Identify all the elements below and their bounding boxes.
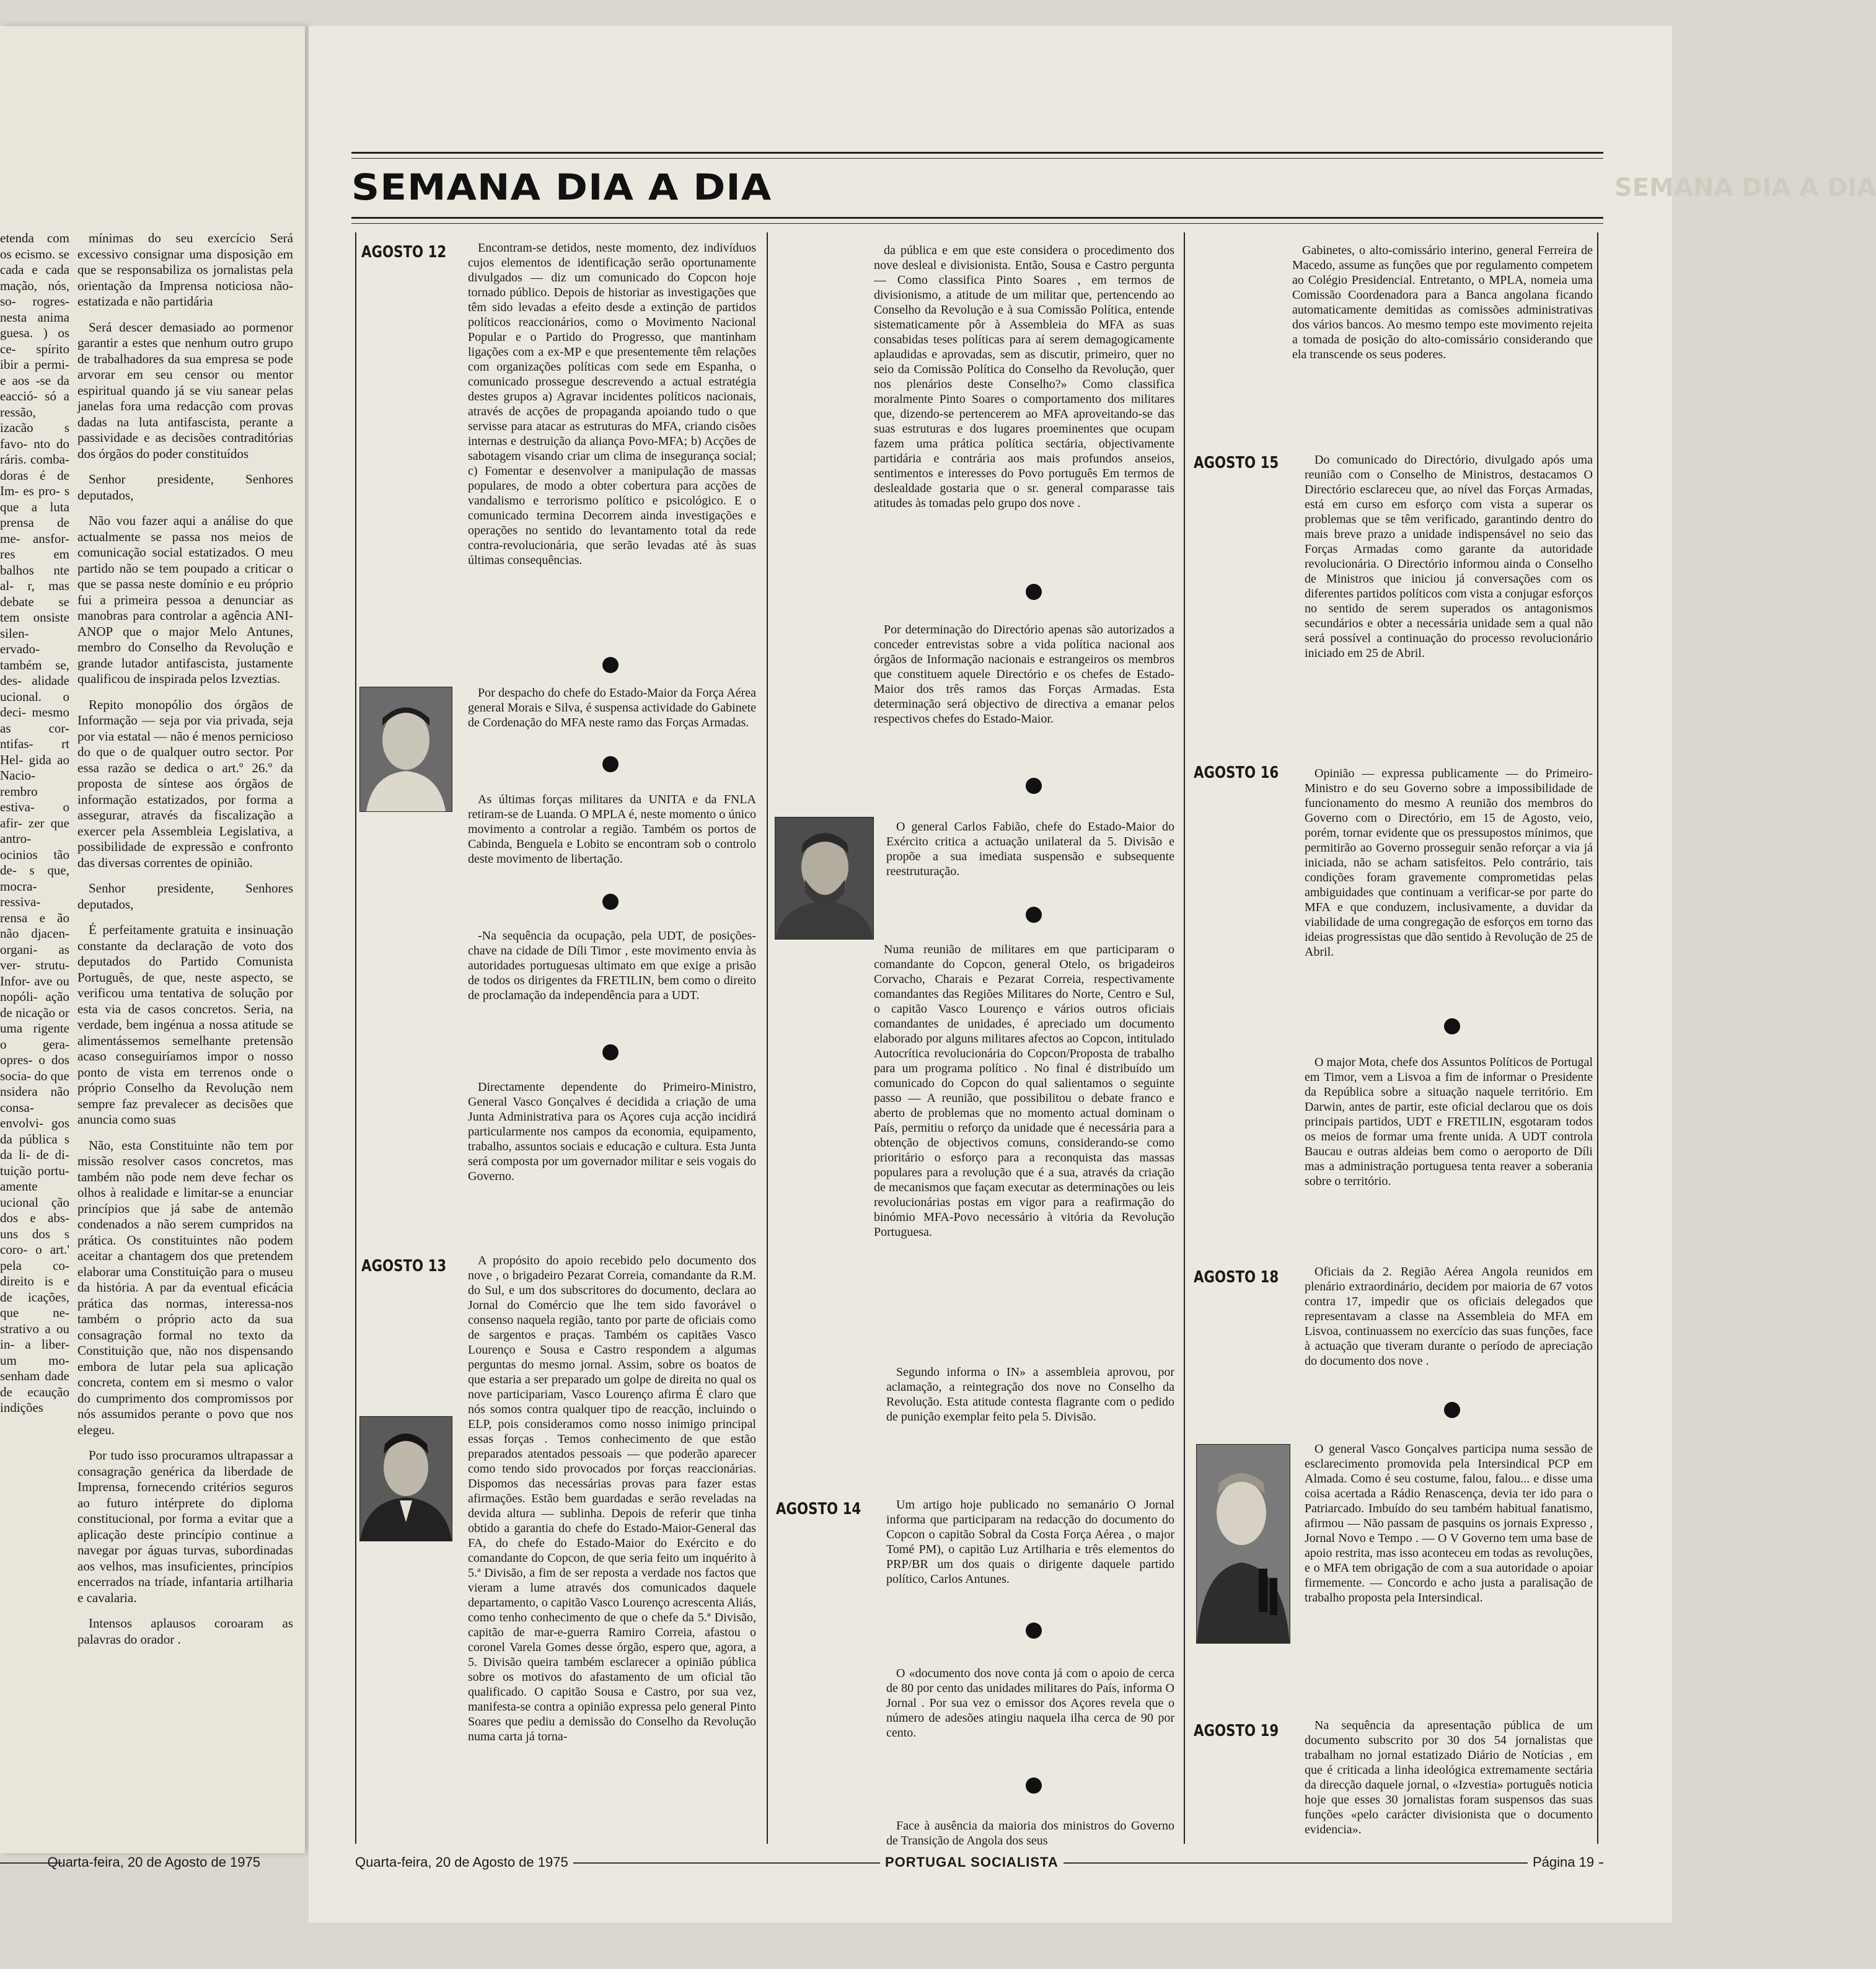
portrait-photo xyxy=(359,687,452,812)
left-speech-column xyxy=(77,231,293,1854)
left-page-footer: Quarta-feira, 20 de Agosto de 1975 xyxy=(0,1854,260,1870)
news-item: O general Carlos Fabião, chefe do Estado-Maior do Exército critica a actuação unilateral da 5. Divisão e propõe a sua imediata suspensão e subsequente reestruturação. xyxy=(886,820,1174,878)
footer-publication: PORTUGAL SOCIALISTA xyxy=(880,1854,1064,1870)
bullet-separator xyxy=(602,756,619,772)
speech-paragraph: Por tudo isso procuramos ultrapassar a consagração genérica da liberdade de Imprensa, fornecendo critérios seguros ao futuro intérprete do diploma constitucional, por forma a evitar que a aplicação deste princípio continue a navegar por águas turvas, subordinadas aos velhos, mas insuficientes, princípios encerrados na tríade, infantaria artilharia e cavalaria. xyxy=(77,1448,293,1605)
left-facing-page xyxy=(0,26,305,1870)
article-item xyxy=(1305,1055,1593,1189)
date-label-agosto-13: AGOSTO 13 xyxy=(361,1257,447,1275)
speech-paragraph: Não, esta Constituinte não tem por missão resolver casos concretos, mas também não pode nem deve fechar os olhos à realidade e limitar-se a enunciar princípios que já sabe de antemão condenados a não serem cumpridos na prática. Os constituintes não podem aceitar a chantagem dos que pretendem elaborar uma Constituição para o museu da história. A par da eventual eficácia prática das normas, interessa-nos também o próprio acto da sua consagração formal no texto da Constituição que, não nos dispensando embora de lutar pela sua aplicação concreta, contem em si mesmo o valor do cumprimento dos compromissos por nós assumidos perante o povo que nos elegeu. xyxy=(77,1137,293,1437)
article-item xyxy=(468,792,756,866)
article-item xyxy=(1305,1442,1593,1605)
left-fragment-column: etenda com os ecismo. se cada e cada mação, nós, so- rogres- nesta anima guesa. ) os ce- spírito ibir a permi- e aos -se da eacció- só a ressão, izacão s favo- nto do ráris. comba- doras é de Im- es pro- s que a luta prensa de me- ansfor- res em balhos nte al- r, mas debate se tem onsiste silen- ervado- também se, des- alidade ucional. o deci- mesmo as cor- ntifas- rt Hel- gida ao Nacio- rembro estiva- o afir- zer que antro- ocinios tão de- s que, mocra- ressiva- rensa e ão não djacen- organi- as ver- strutu- Infor- ave ou nopóli- ação de nicação or uma rigente o gera- opres- o dos socia- do que nsidera não consa- envolvi- gos da pública s da li- de di- tuição portu- amente ucional ção dos e abs- uns dos s coro- o art.' pela co- direito is e de icações, que ne- strativo a ou in- a liber- um mo- senham dade de ecaução indições xyxy=(0,231,69,1415)
speech-paragraph: Repito monopólio dos órgãos de Informação — seja por via privada, seja por via estatal — não é menos pernicioso do que o de qualquer outro sector. Por essa razão se dedica o art.º 26.º da proposta de síntese aos órgãos de informação estatizados, por forma a assegurar, através da fiscalização a exercer pela Assembleia Legislativa, a possibilidade de expressão e confronto das diversas correntes de opinião. xyxy=(77,697,293,870)
article-item xyxy=(468,928,756,1003)
article-agosto-14 xyxy=(886,1497,1174,1587)
article-item xyxy=(886,819,1174,879)
speech-paragraph: Não vou fazer aqui a análise do que actualmente se passa nos meios de comunicação social estatizados. O meu partido não se tem poupado a criticar o que se passa neste domínio e eu próprio fui a primeira pessoa a denunciar as manobras para controlar a agência ANI-ANOP que o major Melo Antunes, membro do Conselho da Revolução e grande lutador antifascista, justamente qualificou de inspirada pelos Izveztias. xyxy=(77,513,293,686)
article-item xyxy=(886,1666,1174,1740)
article-item xyxy=(468,685,756,730)
date-label-agosto-18: AGOSTO 18 xyxy=(1194,1268,1279,1287)
news-item: O «documento dos nove conta já com o apoio de cerca de 80 por cento das unidades militares do País, informa O Jornal . Por sua vez o emissor dos Açores revela que o número de adesões atingiu naquela ilha cerca de 90 por cento. xyxy=(886,1667,1174,1740)
news-item: Oficiais da 2. Região Aérea Angola reunidos em plenário extraordinário, decidem por maioria de 67 votos contra 17, impedir que os oficiais delegados que representavam a classe na Assembleia do MFA em Lisvoa, continuassem no exercício das suas funções, face à actuação que tiveram durante o período de apreciação do documento dos nove . xyxy=(1305,1265,1593,1368)
header-rule xyxy=(351,217,1603,219)
speech-paragraph: mínimas do seu exercício Será excessivo consignar uma disposição em que se responsabiliza os jornalistas pela orientação da Imprensa noticiosa não-estatizada e não partidária xyxy=(77,231,293,309)
news-item: Numa reunião de militares em que participaram o comandante do Copcon, general Otelo, os brigadeiros Corvacho, Charais e Pezarat Correia, respectivamente comandantes das Regiões Militares do Norte, Centro e Sul, o capitão Vasco Lourenço e vários outros oficiais comandantes de unidades, é apreciado um documento elaborado por alguns militares afectos ao Copcon, intitulado Autocrítica revolucionária do Copcon/Proposta de trabalho para um programa político . No final é distribuído um comunicado do Copcon do qual salientamos o seguinte passo — A reunião, que possibilitou o debate franco e aberto de problemas que no momento actual dominam o País, permitiu o reforço da unidade que é necessária para a obtenção de objectivos comuns, considerando-se como prioritário o esforço para a reconquista das massas populares para a revolução que é a sua, através da criação de mecanismos que façam executar as determinações ou leis revolucionárias postas em vigor para a reafirmação do binómio MFA-Povo necessário à vitória da Revolução Portuguesa. xyxy=(874,943,1174,1239)
speech-paragraph: Senhor presidente, Senhores deputados, xyxy=(77,881,293,912)
bullet-separator xyxy=(602,657,619,673)
portrait-photo xyxy=(775,817,874,940)
footer-date: Quarta-feira, 20 de Agosto de 1975 xyxy=(350,1854,573,1870)
news-item: -Na sequência da ocupação, pela UDT, de posições-chave na cidade de Díli Timor , este movimento envia às autoridades portuguesas ultimato em que exige a prisão de todos os dirigentes da FRETILIN, bem como o direito de proclamação da independência para a UDT. xyxy=(468,929,756,1002)
article-item xyxy=(468,1080,756,1184)
article-agosto-18 xyxy=(1305,1264,1593,1368)
speech-paragraph: Intensos aplausos coroaram as palavras do orador . xyxy=(77,1616,293,1647)
section-title: SEMANA DIA A DIA xyxy=(351,166,772,208)
bullet-separator xyxy=(1026,907,1042,923)
bullet-separator xyxy=(1026,778,1042,794)
bullet-separator xyxy=(1444,1018,1460,1034)
speech-paragraph: É perfeitamente gratuita e insinuação constante da declaração de voto dos deputados do Partido Comunista Português, de que, neste aspecto, se verificou uma tentativa de solução por esta via de casos concretos. Seria, na verdade, bem ingénua a nossa atitude se alimentássemos semelhante pretensão acaso conseguiríamos impor o nosso ponto de vista em terrenos onde o próprio Conselho da Revolução nem sempre faz prevalecer as decisões que anuncia como suas xyxy=(77,922,293,1127)
date-label-agosto-19: AGOSTO 19 xyxy=(1194,1722,1279,1740)
news-item: Por determinação do Directório apenas são autorizados a conceder entrevistas sobre a vida política nacional aos órgãos de Informação nacionais e estrangeiros os membros que constituem aquele Directório e os chefes de Estado-Maior dos três ramos das Forças Armadas. Esta determinação será objectivo de directiva a emanar pelos respectivos chefes do Estado-Maior. xyxy=(874,623,1174,726)
article-agosto-13 xyxy=(468,1253,756,1744)
article-item xyxy=(874,622,1174,726)
news-item: Segundo informa o IN» a assembleia aprovou, por aclamação, a reintegração dos nove no Conselho da Revolução. Esta atitude contesta flagrante com o pedido de punição exemplar feito pela 5. Divisão. xyxy=(886,1365,1174,1424)
news-item: Do comunicado do Directório, divulgado após uma reunião com o Conselho de Ministros, destacamos O Directório esclareceu que, ao nível das Forças Armadas, está em curso em esforço com vista a superar os problemas que se têm verificado, garantindo dentro do mais breve prazo a unidade indispensável no seio das Forças Armadas como garante da autoridade revolucionária. O Directório informou ainda o Conselho de Ministros que iniciou já conversações com os diferentes partidos políticos com vista a conjugar esforços no sentido de serem superados os antagonismos secundários e obter a necessária unidade sem a qual não será possível a continuação do processo revolucionário iniciado em 25 de Abril. xyxy=(1305,453,1593,660)
article-agosto-16 xyxy=(1305,766,1593,959)
article-continued xyxy=(874,243,1174,511)
bullet-separator xyxy=(1444,1402,1460,1418)
date-label-agosto-14: AGOSTO 14 xyxy=(776,1500,861,1518)
article-agosto-19 xyxy=(1305,1718,1593,1837)
bullet-separator xyxy=(1026,1623,1042,1639)
date-label-agosto-15: AGOSTO 15 xyxy=(1194,454,1279,472)
news-item: Na sequência da apresentação pública de um documento subscrito por 30 dos 54 jornalistas que trabalham no jornal estatizado Diário de Notícias , em que é criticada a linha ideológica extremamente sectária da direcção daquele jornal, o «Izvestia» português noticia hoje que esses 30 jornalistas foram suspensos das suas funções «pelo carácter divisionista que o documento evidencia». xyxy=(1305,1719,1593,1836)
column-rule xyxy=(355,232,356,1844)
bullet-separator xyxy=(1026,584,1042,600)
bullet-separator xyxy=(602,894,619,910)
news-item: da pública e em que este considera o procedimento dos nove desleal e divisionista. Então, Sousa e Castro pergunta — Como classifica Pinto Soares , em termos de divisionismo, a atitude de um militar que, pertencendo ao Conselho da Revolução e à sua Comissão Política, entende sistematicamente pôr à Assembleia do MFA as suas consabidas teses políticas para aí serem demagogicamente aplaudidas e aprovadas, sem as discutir, primeiro, quer no seio da Comissão Política do Conselho da Revolução, quer nos plenários deste Conselho?» Como classifica moralmente Pinto Soares o comportamento dos militares que, dizendo-se pertencerem ao MFA aproveitando-se das suas estruturas e dos lugares proeminentes que ocupam fazem uma prática política sectária, objectivamente partidária e contrária aos mais profundos anseios, sentimentos e interesses do Povo português Em termos de deslealdade gostaria que o sr. general comparasse tais atitudes às tomadas pelo grupo dos nove . xyxy=(874,244,1174,510)
speech-paragraph: Será descer demasiado ao pormenor garantir a estes que nenhum outro grupo de trabalhadores da sua empresa se pode arvorar em seu censor ou mentor espiritual quando já se viu sanear pelas janelas fora uma redacção com provas dadas na luta antifascista, perante a passividade e as decisões contraditórias dos órgãos do poder constituídos xyxy=(77,319,293,461)
column-rule xyxy=(1184,232,1185,1844)
column-rule xyxy=(1597,232,1598,1844)
header-rule xyxy=(351,158,1603,159)
footer-page-number: Página 19 xyxy=(1528,1854,1599,1870)
bullet-separator xyxy=(1026,1777,1042,1794)
news-item: O general Vasco Gonçalves participa numa sessão de esclarecimento promovida pela Intersindical PCP em Almada. Como é seu costume, falou, falou... e disse uma coisa acertada a Rádio Renascença, devia ter ido para o Patriarcado. Imbuído do seu também habitual fanatismo, afirmou — Não passam de pasquins os jornais Expresso , Jornal Novo e Tempo . — O V Governo tem uma base de apoio restrita, mas isso aconteceu em todas as revoluções, e o MFA tem obrigação de com a sua autoridade o apoiar firmemente. — Concordo e acho justa a paralisação de trabalho proposta pela Intersindical. xyxy=(1305,1442,1593,1605)
show-through-text: SEMANA DIA A DIA xyxy=(1614,174,1876,202)
article-agosto-15 xyxy=(1305,452,1593,661)
bullet-separator xyxy=(602,1044,619,1060)
news-item: Directamente dependente do Primeiro-Ministro, General Vasco Gonçalves é decidida a criação de uma Junta Administrativa para os Açores cuja acção incidirá particularmente nos campos da economia, equipamento, trabalho, assuntos sociais e educação e cultura. Esta Junta será composta por um governador militar e seis vogais do Governo. xyxy=(468,1080,756,1183)
article-agosto-12 xyxy=(468,240,756,568)
article-item xyxy=(886,1818,1174,1848)
news-item: Face à ausência da maioria dos ministros do Governo de Transição de Angola dos seus xyxy=(886,1819,1174,1848)
header-rule xyxy=(351,223,1603,224)
news-item: As últimas forças militares da UNITA e da FNLA retiram-se de Luanda. O MPLA é, neste momento o único movimento a controlar a região. Também os portos de Cabinda, Benguela e Lobito se encontram sob o controlo deste movimento de libertação. xyxy=(468,793,756,866)
date-label-agosto-16: AGOSTO 16 xyxy=(1194,764,1279,782)
news-item: Por despacho do chefe do Estado-Maior da Força Aérea general Morais e Silva, é suspensa actividade do Gabinete de Cordenação do MFA neste ramo das Forças Armadas. xyxy=(468,686,756,729)
portrait-photo xyxy=(1196,1444,1290,1644)
news-item: Encontram-se detidos, neste momento, dez indivíduos cujos elementos de identificação serão oportunamente divulgados — diz um comunicado do Copcon hoje tornado público. Depois de historiar as investigações que têm sido levadas a efeito desde a extinção de partidos políticos reaccionários, como o Movimento Nacional Popular e o Partido do Progresso, que mantinham ligações com a ex-MP e que presentemente têm relações com organizações políticas com sede em Espanha, o comunicado prossegue descrevendo a actual estratégia destes grupos a) Agravar incidentes políticos nacionais, através de acções de propaganda apoiando tudo o que servisse para atacar as estruturas do MFA, criando cisões internas e destruição da aliança Povo-MFA; b) Acções de sabotagem visando criar um clima de insegurança social; c) Fomentar e desenvolver a manipulação de massas populares, de modo a obter cobertura para acções de vandalismo e terrorismo político e psicológico. E o comunicado termina Decorrem ainda investigações e operações no sentido do levantamento total da rede contra-revolucionária, que serão levadas até às suas últimas consequências. xyxy=(468,241,756,567)
header-rule xyxy=(351,152,1603,154)
article-item xyxy=(874,942,1174,1240)
speech-paragraph: Senhor presidente, Senhores deputados, xyxy=(77,472,293,503)
date-label-agosto-12: AGOSTO 12 xyxy=(361,243,447,262)
news-item: Opinião — expressa publicamente — do Primeiro-Ministro e do seu Governo sobre a impossibilidade de funcionamento do mesmo A reunião dos membros do Governo com o Directório, em 15 de Agosto, veio, porém, tornar evidente que os pressupostos mínimos, que permitirão ao Governo prosseguir senão reforçar a via já iniciada, não se acham satisfeitos. Pelo contrário, tais condições foram gravemente comprometidas pelas ambiguidades que continuam a verificar-se por parte do MFA e que conduzem, inclusivamente, a duvidar da viabilidade de uma congregação de esforços em torno das ideias progressistas que dão sentido à Revolução de 25 de Abril. xyxy=(1305,767,1593,959)
news-item: A propósito do apoio recebido pelo documento dos nove , o brigadeiro Pezarat Correia, comandante da R.M. do Sul, e um dos subscritores do documento, declara ao Jornal do Comércio que lhe tem sido favorável o consenso naquela região, tanto por parte de oficiais como de sargentos e praças. Também os capitães Vasco Lourenço e Sousa e Castro respondem a algumas perguntas do mesmo jornal. Assim, sobre os boatos de que estaria a ser preparado um golpe de direita no qual os nove participariam, Vasco Lourenço afirma É claro que nós somos contra qualquer tipo de reacção, incluindo o ELP, pois consideramos como nosso inimigo principal essas forças . Temos conhecimento de que estão preparados atentados pessoais — que poderão aparecer como tendo sido provocados por forças reaccionárias. Dispomos das necessárias provas para fazer estas afirmações. Estão bem guardadas e serão reveladas na devida altura — sublinha. Depois de referir que tinha obtido a garantia do chefe do Estado-Maior-General das FA, do chefe do Estado-Maior do Exército e do comandante do Copcon, de que seria feito um inquérito à 5.ª Divisão, a fim de ser reposta a verdade nos factos que vieram a lume através dos comunicados daquele departamento, o capitão Vasco Lourenço acrescenta Aliás, como tenho conhecimento de que o chefe da 5.ª Divisão, capitão de mar-e-guerra Ramiro Correia, afastou o coronel Varela Gomes desse órgão, espero que, agora, a 5. Divisão queira também esclarecer a opinião pública sobre os motivos do afastamento de um oficial tão qualificado. O capitão Sousa e Castro, por sua vez, manifesta-se contra a opinião expressa pelo general Pinto Soares que pediu a demissão do Conselho da Revolução numa carta já torna- xyxy=(468,1254,756,1743)
article-item xyxy=(886,1365,1174,1424)
column-rule xyxy=(767,232,768,1844)
news-item: O major Mota, chefe dos Assuntos Políticos de Portugal em Timor, vem a Lisvoa a fim de informar o Presidente da República sobre a situação naquele território. Em Darwin, antes de partir, este oficial declarou que os dois principais partidos, UDT e FRETILIN, esgotaram todos os meios de formar uma frente unida. A UDT controla Baucau e outras aldeias bem como o aeroporto de Díli mas a administração portuguesa tenta reaver a soberania sobre o território. xyxy=(1305,1055,1593,1188)
news-item: Gabinetes, o alto-comissário interino, general Ferreira de Macedo, assume as funções que por regulamento competem ao Colégio Presidencial. Entretanto, o MPLA, nomeia uma Comissão Coordenadora para a Banca angolana ficando automaticamente demitidas as comissões administrativas dos vários bancos. Ao mesmo tempo este movimento rejeita a tomada de posição do alto-comissário considerando que ela transcende os seus poderes. xyxy=(1292,244,1593,361)
article-continued xyxy=(1292,243,1593,362)
news-item: Um artigo hoje publicado no semanário O Jornal informa que participaram na redacção do documento do Copcon o capitão Sobral da Costa Força Aérea , o major Tomé PM), o capitão Luz Artilharia e três elementos do PRP/BR um dos quais o dirigente daquele partido político, Carlos Antunes. xyxy=(886,1498,1174,1586)
portrait-photo xyxy=(359,1416,452,1541)
